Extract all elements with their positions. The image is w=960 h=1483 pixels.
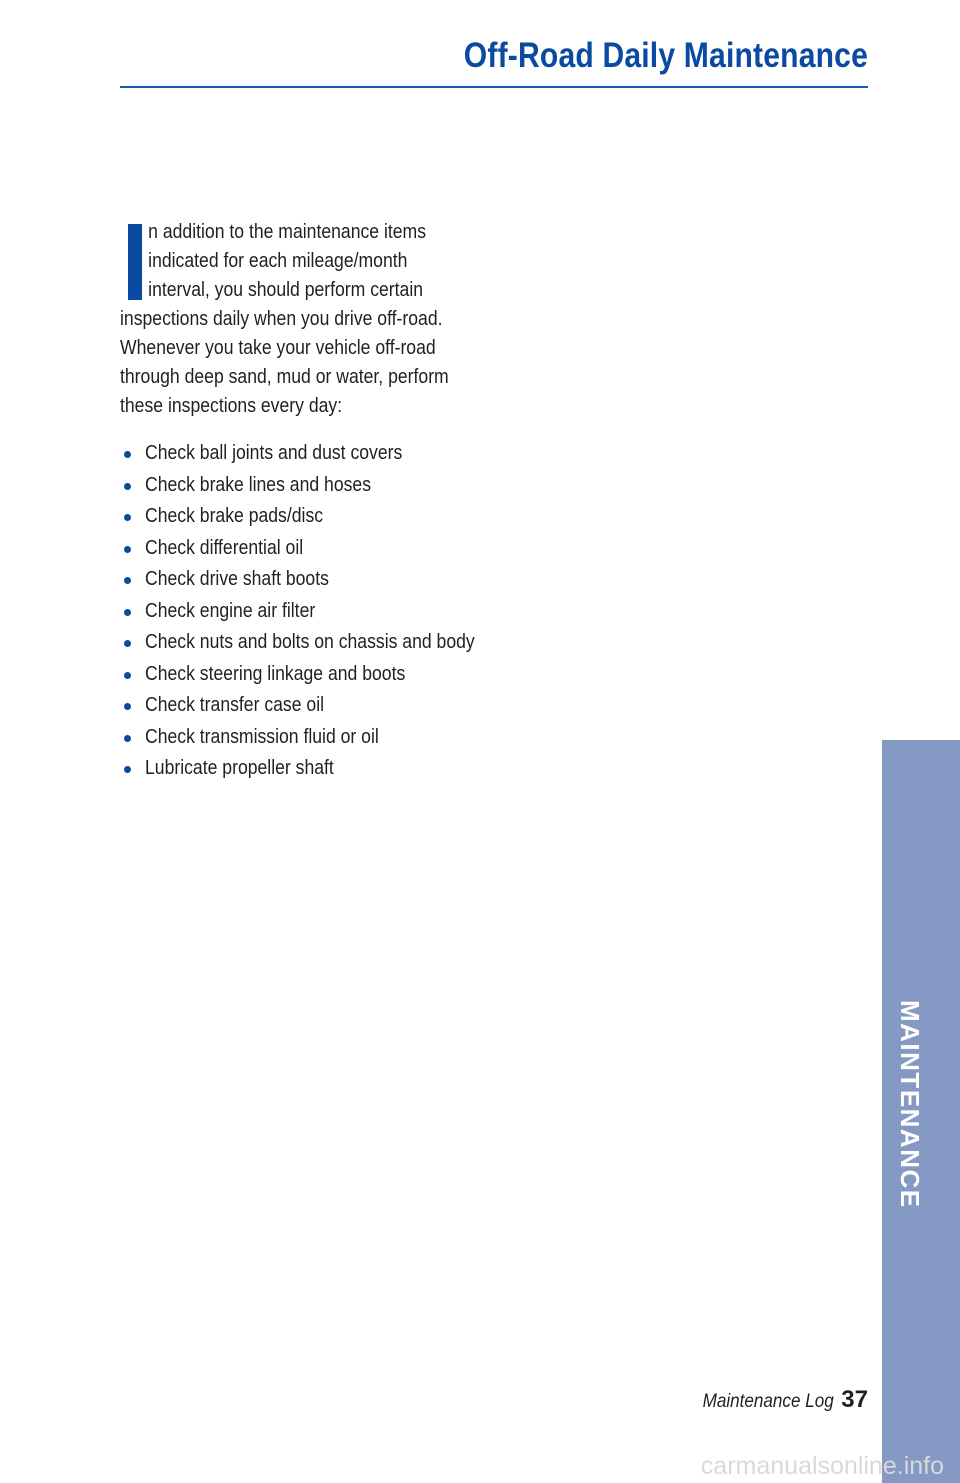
list-item <box>120 598 520 625</box>
intro-line: Whenever you take your vehicle off-road <box>120 337 436 359</box>
list-item <box>120 661 520 688</box>
page-footer <box>688 1386 868 1414</box>
list-item-text: Check nuts and bolts on chassis and body <box>145 631 475 653</box>
list-item <box>120 472 520 499</box>
intro-line: indicated for each mileage/month <box>148 250 408 272</box>
list-item-text: Check steering linkage and boots <box>145 662 406 685</box>
inspection-checklist <box>120 440 520 787</box>
intro-line: these inspections every day: <box>120 395 343 417</box>
intro-line: through deep sand, mud or water, perform <box>120 366 449 388</box>
page-title: Off-Road Daily Maintenance <box>463 36 868 75</box>
list-item-text: Lubricate propeller shaft <box>145 757 334 779</box>
list-item <box>120 535 520 562</box>
list-item-text: Check brake lines and hoses <box>145 473 372 496</box>
intro-line: inspections daily when you drive off-road. <box>120 308 443 330</box>
bullet-icon <box>124 703 131 710</box>
list-item-text: Check brake pads/disc <box>145 505 324 527</box>
list-item <box>120 566 520 593</box>
list-item-text: Check engine air filter <box>145 599 316 622</box>
list-item <box>120 440 520 467</box>
bullet-icon <box>124 451 131 458</box>
title-divider <box>120 86 868 88</box>
bullet-icon <box>124 609 131 616</box>
page-number: 37 <box>841 1386 868 1413</box>
intro-line: interval, you should perform certain <box>148 279 424 301</box>
bullet-icon <box>124 640 131 647</box>
bullet-icon <box>124 483 131 490</box>
bullet-icon <box>124 546 131 553</box>
watermark: carmanualsonline.info <box>700 1452 944 1480</box>
bullet-icon <box>124 577 131 584</box>
list-item-text: Check transmission fluid or oil <box>145 725 379 748</box>
bullet-icon <box>124 735 131 742</box>
list-item <box>120 692 520 719</box>
intro-paragraph <box>120 218 500 421</box>
section-side-tab-text: MAINTENANCE <box>895 1000 925 1209</box>
list-item <box>120 503 520 530</box>
list-item-text: Check drive shaft boots <box>145 568 329 590</box>
list-item <box>120 724 520 751</box>
list-item <box>120 755 520 782</box>
bullet-icon <box>124 514 131 521</box>
bullet-icon <box>124 672 131 679</box>
bullet-icon <box>124 766 131 773</box>
list-item-text: Check differential oil <box>145 536 304 559</box>
footer-section-name: Maintenance Log <box>702 1391 834 1412</box>
intro-line: n addition to the maintenance items <box>148 221 427 243</box>
list-item-text: Check transfer case oil <box>145 694 325 716</box>
list-item <box>120 629 520 656</box>
list-item-text: Check ball joints and dust covers <box>145 442 403 464</box>
